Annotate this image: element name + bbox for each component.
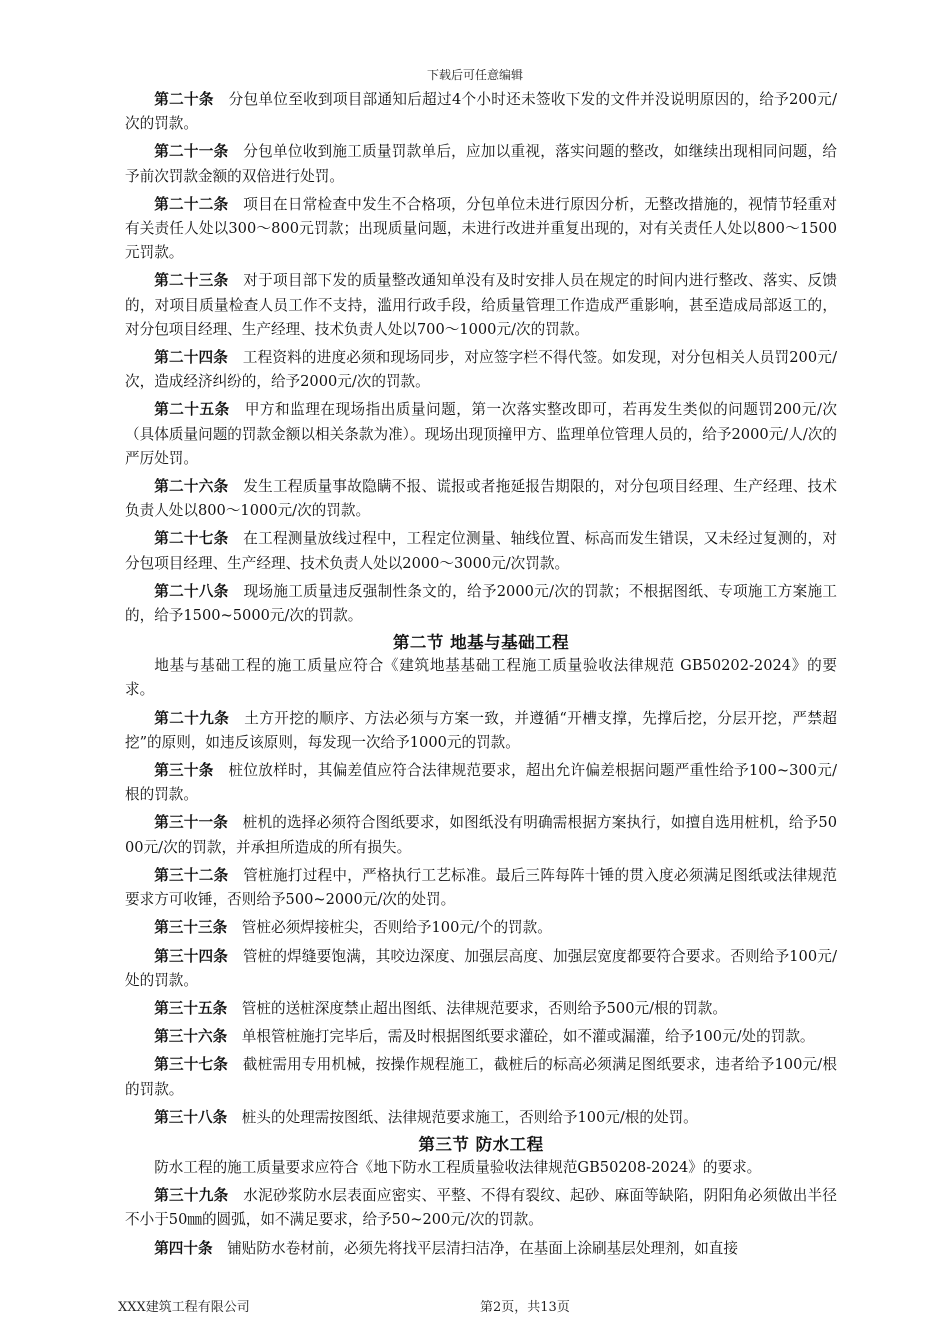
article-paragraph	[125, 140, 837, 188]
footer-company-name: XXX建筑工程有限公司	[118, 1300, 250, 1315]
footer-page-number: 第2页，共13页	[480, 1300, 570, 1315]
article-paragraph	[125, 193, 837, 266]
article-number: 第三十八条	[154, 1108, 228, 1126]
section-heading: 第二节 地基与基础工程	[392, 633, 570, 653]
article-number: 第三十七条	[154, 1056, 229, 1074]
article-text: 管桩的焊缝要饱满，其咬边深度、加强层高度、加强层宽度都要符合要求。否则给予100元/处的罚款。	[125, 947, 837, 989]
article-text: 管桩必须焊接桩尖，否则给予100元/个的罚款。	[241, 919, 552, 937]
intro-paragraph: 地基与基础工程的施工质量应符合《建筑地基基础工程施工质量验收法律规范 GB50202-2024》的要求。	[125, 657, 837, 699]
article-number: 第三十一条	[154, 814, 228, 832]
article-number: 第二十三条	[154, 272, 229, 290]
article-text: 桩机的选择必须符合图纸要求，如图纸没有明确需根据方案执行，如擅自选用桩机，给予5000元/次的罚款，并承担所造成的所有损失。	[125, 814, 837, 856]
intro-paragraph: 防水工程的施工质量要求应符合《地下防水工程质量验收法律规范GB50208-2024》的要求。	[154, 1158, 762, 1176]
article-paragraph	[125, 269, 837, 342]
article-paragraph	[125, 997, 837, 1021]
article-number: 第二十四条	[154, 349, 229, 367]
article-text: 土方开挖的顺序、方法必须与方案一致，并遵循“开槽支撑，先撑后挖，分层开挖，严禁超挖”的原则，如违反该原则，每发现一次给予1000元的罚款。	[125, 709, 837, 751]
article-text: 水泥砂浆防水层表面应密实、平整、不得有裂纹、起砂、麻面等缺陷，阴阳角必须做出半径不小于50㎜的圆弧，如不满足要求，给予50~200元/次的罚款。	[125, 1187, 837, 1229]
article-paragraph	[125, 811, 837, 859]
article-text: 对于项目部下发的质量整改通知单没有及时安排人员在规定的时间内进行整改、落实、反馈的，对项目质量检查人员工作不支持，滥用行政手段，给质量管理工作造成严重影响，甚至造成局部返工的，对分包项目经理、生产经理、技术负责人处以700～1000元/次的罚款。	[125, 272, 837, 338]
document-body	[125, 88, 837, 1265]
article-paragraph	[125, 707, 837, 755]
article-paragraph	[125, 580, 837, 628]
article-text: 项目在日常检查中发生不合格项，分包单位未进行原因分析，无整改措施的，视情节轻重对有关责任人处以300～800元罚款；出现质量问题，未进行改进并重复出现的，对有关责任人处以800～1500元罚款。	[125, 195, 837, 262]
article-text: 截桩需用专用机械，按操作规程施工，截桩后的标高必须满足图纸要求，违者给予100元/根的罚款。	[125, 1056, 837, 1098]
article-paragraph	[125, 527, 837, 575]
article-number: 第二十七条	[154, 530, 229, 548]
article-number: 第三十二条	[154, 866, 229, 884]
article-paragraph	[125, 864, 837, 912]
article-number: 第二十条	[154, 91, 214, 108]
article-text: 管桩施打过程中，严格执行工艺标准。最后三阵每阵十锤的贯入度必须满足图纸或法律规范要求方可收锤，否则给予500~2000元/次的处罚。	[125, 866, 837, 909]
article-number: 第三十六条	[154, 1028, 228, 1046]
article-number: 第二十六条	[154, 478, 229, 496]
article-paragraph	[125, 1237, 837, 1261]
article-paragraph	[125, 1106, 837, 1130]
article-paragraph	[125, 398, 837, 471]
article-number: 第三十条	[154, 762, 214, 780]
article-text: 分包单位至收到项目部通知后超过4个小时还未签收下发的文件并没说明原因的，给予200元/次的罚款。	[125, 91, 837, 133]
article-paragraph	[125, 475, 837, 523]
article-text: 管桩的送桩深度禁止超出图纸、法律规范要求，否则给予500元/根的罚款。	[241, 999, 727, 1017]
article-text: 甲方和监理在现场指出质量问题，第一次落实整改即可，若再发生类似的问题罚200元/次（具体质量问题的罚款金额以相关条款为准）。现场出现顶撞甲方、监理单位管理人员的，给予2000元/人/次的严厉处罚。	[125, 401, 837, 467]
article-text: 桩头的处理需按图纸、法律规范要求施工，否则给予100元/根的处罚。	[241, 1108, 698, 1126]
article-paragraph	[125, 916, 837, 940]
article-number: 第二十九条	[154, 709, 230, 727]
article-number: 第三十五条	[154, 999, 228, 1017]
article-text: 工程资料的进度必须和现场同步，对应签字栏不得代签。如发现，对分包相关人员罚200元/次，造成经济纠纷的，给予2000元/次的罚款。	[125, 349, 837, 391]
article-number: 第三十三条	[154, 919, 228, 937]
article-text: 在工程测量放线过程中，工程定位测量、轴线位置、标高而发生错误，又未经过复测的，对分包项目经理、生产经理、技术负责人处以2000～3000元/次罚款。	[125, 530, 837, 572]
section-heading: 第三节 防水工程	[418, 1134, 544, 1154]
article-text: 铺贴防水卷材前，必须先将找平层清扫洁净，在基面上涂刷基层处理剂，如直接	[227, 1239, 738, 1257]
article-paragraph	[125, 346, 837, 394]
article-number: 第二十五条	[154, 401, 230, 419]
article-number: 第四十条	[154, 1239, 213, 1257]
article-text: 发生工程质量事故隐瞒不报、谎报或者拖延报告期限的，对分包项目经理、生产经理、技术负责人处以800～1000元/次的罚款。	[125, 478, 837, 520]
article-paragraph	[125, 88, 837, 136]
article-paragraph	[125, 1053, 837, 1101]
page-header: 下载后可任意编辑	[426, 68, 523, 82]
article-text: 分包单位收到施工质量罚款单后，应加以重视，落实问题的整改，如继续出现相同问题，给予前次罚款金额的双倍进行处罚。	[125, 143, 837, 185]
article-text: 桩位放样时，其偏差值应符合法律规范要求，超出允许偏差根据问题严重性给予100~300元/根的罚款。	[125, 762, 837, 804]
article-paragraph	[125, 1025, 837, 1049]
article-paragraph	[125, 945, 837, 993]
article-paragraph	[125, 1184, 837, 1232]
article-number: 第二十一条	[154, 143, 229, 161]
article-number: 第三十四条	[154, 947, 229, 965]
article-number: 第三十九条	[154, 1187, 229, 1205]
article-text: 单根管桩施打完毕后，需及时根据图纸要求灌砼，如不灌或漏灌，给予100元/处的罚款。	[241, 1028, 815, 1046]
article-paragraph	[125, 759, 837, 807]
article-number: 第二十二条	[154, 195, 229, 213]
article-number: 第二十八条	[154, 582, 229, 600]
article-text: 现场施工质量违反强制性条文的，给予2000元/次的罚款；不根据图纸、专项施工方案施工的，给予1500~5000元/次的罚款。	[125, 582, 837, 625]
